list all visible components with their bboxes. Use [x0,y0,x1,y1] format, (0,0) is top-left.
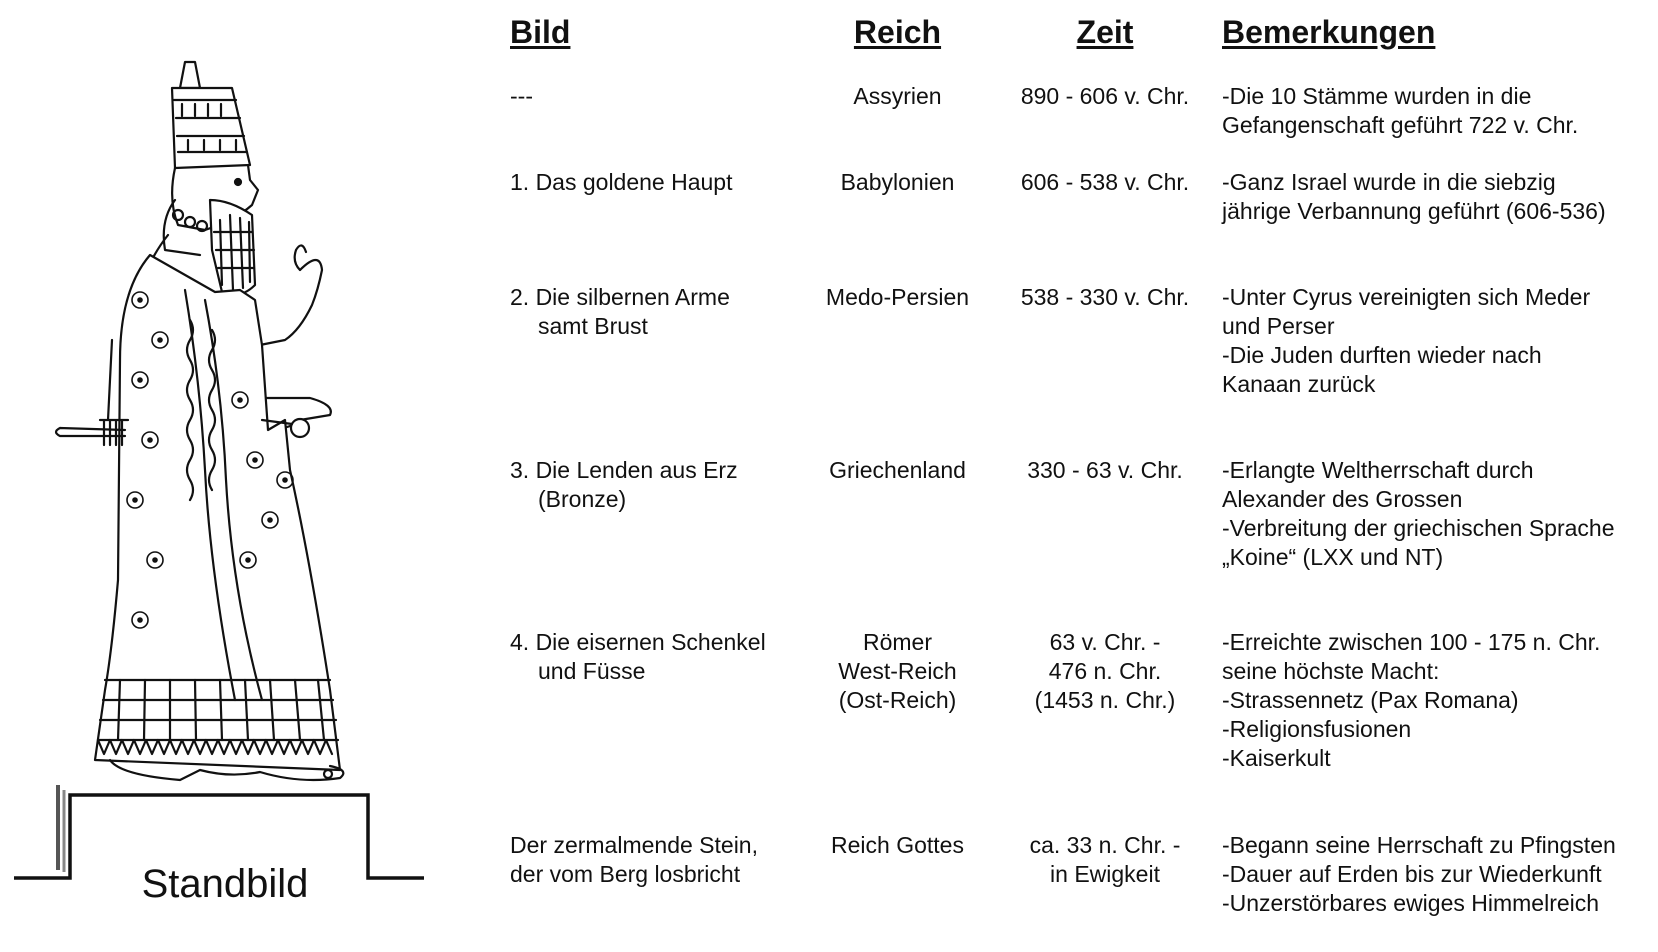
cell-reich: Römer West-Reich (Ost-Reich) [838,629,957,713]
cell-zeit: 890 - 606 v. Chr. [1020,83,1190,109]
cell-bemerkungen: -Erreichte zwischen 100 - 175 n. Chr. seine höchste Macht: -Strassennetz (Pax Romana) -Religionsfusionen -Kaiserkult [1222,629,1601,771]
cell-reich: Griechenland [829,457,966,483]
cell-bild: 4. Die eisernen Schenkel und Füsse [510,629,766,684]
cell-zeit: 606 - 538 v. Chr. [1020,169,1190,195]
cell-reich: Medo-Persien [825,284,970,310]
cell-reich: Assyrien [853,83,942,109]
cell-bemerkungen: -Unter Cyrus vereinigten sich Meder und Perser -Die Juden durften wieder nach Kanaan zurück [1222,284,1591,397]
cell-zeit: 63 v. Chr. - 476 n. Chr. (1453 n. Chr.) [1034,629,1176,713]
statue-figure [0,0,470,952]
cell-bild: 1. Das goldene Haupt [510,169,733,195]
cell-bild: Der zermalmende Stein, der vom Berg losbricht [510,832,758,887]
cell-bemerkungen: -Die 10 Stämme wurden in die Gefangenschaft geführt 722 v. Chr. [1222,83,1579,138]
cell-bild: 2. Die silbernen Arme samt Brust [510,284,730,339]
header-reich: Reich [853,14,942,50]
cell-zeit: 538 - 330 v. Chr. [1020,284,1190,310]
cell-bemerkungen: -Begann seine Herrschaft zu Pfingsten -Dauer auf Erden bis zur Wiederkunft -Unzerstörbares ewiges Himmelreich [1222,832,1616,916]
cell-bild: 3. Die Lenden aus Erz (Bronze) [510,457,738,512]
header-bemerkungen: Bemerkungen [1222,14,1436,50]
cell-bemerkungen: -Ganz Israel wurde in die siebzig jährige Verbannung geführt (606-536) [1222,169,1606,224]
cell-reich: Reich Gottes [831,832,964,858]
assyrian-king-statue-icon [56,62,343,780]
cell-zeit: 330 - 63 v. Chr. [1027,457,1183,483]
header-zeit: Zeit [1076,14,1134,50]
cell-zeit: ca. 33 n. Chr. - in Ewigkeit [1029,832,1181,887]
header-bild: Bild [510,14,571,50]
cell-bild: --- [510,83,533,109]
cell-bemerkungen: -Erlangte Weltherrschaft durch Alexander des Grossen -Verbreitung der griechischen Sprache „Koine“ (LXX und NT) [1222,457,1615,570]
statue-label: Standbild [141,862,309,906]
cell-reich: Babylonien [840,169,955,195]
